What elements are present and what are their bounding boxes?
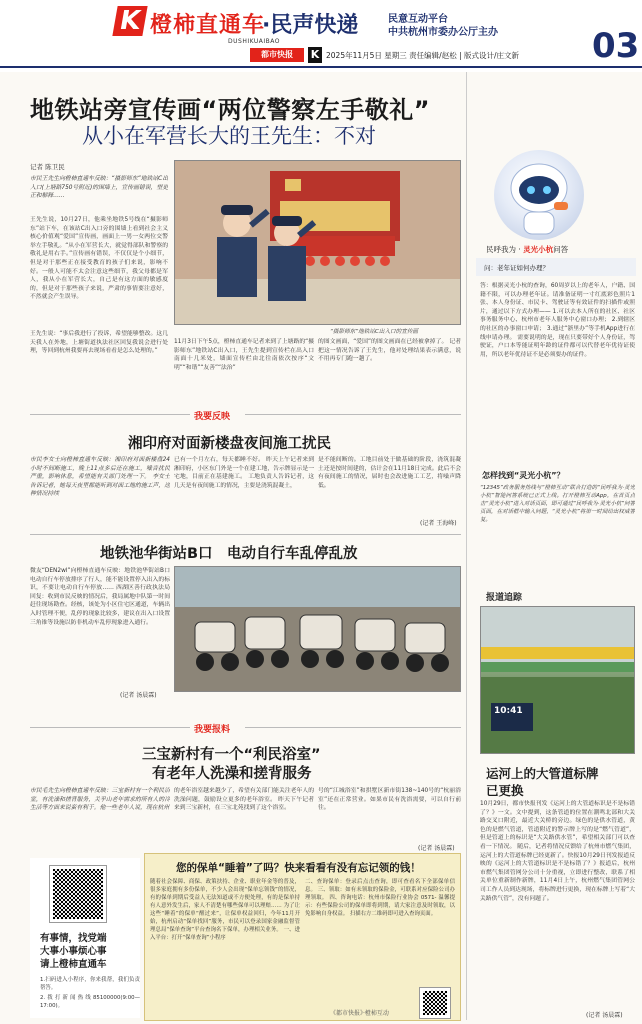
lead-column-1b: 王先生说：“事后我进行了投诉，希望能够整改。这几天我人在外地，上塘街道执法社区回复我说会进行处理，等回到杭州我要再去现场看看是怎么处理的。” xyxy=(30,331,168,355)
story2-column-1: 市民李女士向橙柿直通车反映：湘印府对面新楼盘24小时不间断施工，晚上11点多后还在施工，噪音扰民严重，影响休息，希望能有关部门处理一下。 李女士告诉记者，她每天夜里都能听到对面工地的施工声，这种情况持续 xyxy=(30,457,170,498)
lead-column-1: 王先生说，10月27日，他乘坐地铁5号线在“摄影师东”站下车，在该站C出入口旁的围墙上看到社会主义核心价值观“爱国”宣传画，画面上一男一女两位交警举左手敬礼。“从小在军营长大，就觉得部队和警察的敬礼是用右手。”宣传画有错误，不仅仅是个小细节，但是对于那些正在接受教育的孩子们来说，影响不好。一般人可能不太会注意这些细节，我父母都是军人，我从小在军营长大，自己是有这方面的敏感度的，但是对于那些孩子来说，严肃的事情要注意好，不然就会产生误导。 xyxy=(30,217,168,301)
section-label-followup: 报道追踪 xyxy=(486,593,523,603)
lead-column-3: 的图文画面，“爱国”的图文画面在已经被拿掉了。 记者把这一情况告诉了王先生，他对处理结果表示满意，说不用再专门跑一趟了。 xyxy=(318,339,461,363)
lead-byline: 记者 陈卫民 xyxy=(30,163,65,171)
section-divider xyxy=(30,534,461,535)
story2-headline: 湘印府对面新楼盘夜间施工扰民 xyxy=(128,436,331,452)
followup-headline-1: 运河上的大管道标牌 xyxy=(486,766,599,781)
story3-byline: (记者 汤晨霖) xyxy=(120,692,157,699)
help-slogan-1: 有事情，找党端 xyxy=(40,933,107,944)
story4-column-1: 市民毛先生向橙柿直通车反映：三宝新村有一个利民浴室，有洗澡和搓背服务，关乎山老年需求的所有人的冷生活等方面来说蛮有利于。他一些老年人说，现在杭州 xyxy=(30,788,170,812)
section-divider xyxy=(30,414,190,415)
ad-column-2: 二、查询保单：登录后点击查询，即可查看名下全部保单信息。 三、领取：如有未领取的保险金，可联系对应保险公司办理领取。 四、咨询电话：杭州市保险行业协会 0571- 温馨提示：有些保险公司的保单即将到期，请大家注意及时领取，以免影响自身权益。 扫描右方二维码即可进入查询页面。 xyxy=(305,879,455,917)
column-brand: 橙柿直通车 xyxy=(150,13,266,38)
masthead-tagline-2: 中共杭州市委办公厅主办 xyxy=(388,27,498,38)
newspaper-logo-icon: K xyxy=(112,6,147,36)
sidebar-question: 问：老年证如何办理？ xyxy=(484,264,549,272)
help-slogan xyxy=(40,932,107,971)
followup-byline: (记者 汤晨霖) xyxy=(586,1012,623,1019)
lead-subheadline: 从小在军营长大的王先生：不对 xyxy=(82,124,376,148)
dateline: 2025年11月5日 星期三 责任编辑/赵松 | 版式设计/庄文新 xyxy=(326,51,520,60)
help-slogan-2: 大事小事烦心事 xyxy=(40,946,107,957)
lead-photo xyxy=(174,160,461,325)
canal-pipe-sign-illustration xyxy=(481,607,635,754)
story4-byline: (记者 汤晨霖) xyxy=(418,845,455,852)
mascot-face-icon xyxy=(494,150,584,240)
help-slogan-3: 请上橙柿直通车 xyxy=(40,959,107,970)
story4-column-3: 号的“江城浴室”和拱墅区新市街138~140号的“杭丽浴室”还在正常营业。如果市民有洗浴需要，可以自行前往。 xyxy=(318,788,461,812)
ad-tagline: 《都市快报》·橙柿互动 xyxy=(330,1010,389,1017)
masthead-rule xyxy=(0,66,642,68)
story2-column-3: 是不能间断的。工地目前处于做基础的阶段，浇筑混凝土还是按时间建的，估计会在11月18日完成。此后不会有夜间施工的情况，届时也会改进施工工艺，将噪声降低。 xyxy=(318,457,461,489)
paper-logo-icon: K xyxy=(308,47,322,63)
paper-name: 都市快报 xyxy=(250,48,304,62)
column-brand-suffix: ·民声快递 xyxy=(262,13,359,38)
help-tip-2: 2.拨打新闻热线85100000(9:00—17:00)。 xyxy=(40,995,140,1009)
followup-photo xyxy=(480,606,635,754)
followup-headline-2: 已更换 xyxy=(486,783,524,798)
lead-photo-caption: “摄影师东”地铁站C出入口的宣传画 xyxy=(330,329,419,335)
sidebar-answer: 答：根据灵光小杭的查询，60周岁以上的老年人，户籍、国籍不限，可以办理老年证。请准备证明一寸红底彩色照片1张、本人身份证、市民卡、驾驶证等有效证件的扫描件或照片，通过以下方式办理—— 1.可以去本人所在的社区、社区事务服务中心、杭州市老年人服务中心窗口办理； 2.到辖区的社区的办事窗口申请； 3.通过“浙里办”等手机App进行在线申请办理。 需要说明的是，现在只要带好个人身份证，驾驶证，户口本等能证明年龄的证件都可以代替老年优待证使用，所以老年优待证不是必须要办的证件。 xyxy=(480,283,635,358)
miniprogram-qr-code-icon[interactable] xyxy=(50,866,106,922)
story4-headline-2: 有老年人洗澡和搓背服务 xyxy=(152,766,312,782)
mascot-caption: 民呼我为 · 灵光小杭问答 xyxy=(486,245,569,254)
sidebar-answer-2: “12345”政务服务热线与“橙柿互动”联合打造的“民呼我为·灵光小杭”智能问答系统已正式上线。打开橙柿互动App，在首页点击“灵光小杭”进入对话页面，即可通过“民呼我为·灵光小杭”问答页面，在对话框中输入问题，“灵光小杭”将第一时间给出权威答复。 xyxy=(480,485,635,523)
lead-column-2: 11月3日下午5点，橙柿直通车记者来到了上塘路的“摄影师东”地铁站C出入口，王先生提到宣传栏在出入口南面十几米处，墙面宣传栏由北往南依次按序“文明”“和谐”“友善”“法治” xyxy=(174,339,314,371)
photo-time-overlay: 10:41 xyxy=(494,706,523,716)
story3-body: 微友“DEN2wl”向橙柿直通车反映：地铁池华街站B口电动自行车停放排序了行人，能不能设置停入出入的标识，不要让电动自行车停放…… 西湖区善行政执法局回复：收到市民反映的情况后，我局属地中队第一时间赶往现场勘查。经核，该处为小区住宅区通道，车辆出入时管理不便，乱停的现象比较多，建议在出入口设置三角锥等设施以防非机动车乱停现象进入通行。 xyxy=(30,568,170,626)
page-number: 03 xyxy=(592,26,640,66)
ad-title: 您的保单“睡着”了吗？快来看看有没有忘记领的钱！ xyxy=(176,862,421,874)
section-divider xyxy=(245,414,461,415)
section-divider xyxy=(30,727,190,728)
section-label-tipoff: 我要报料 xyxy=(194,725,231,735)
police-mural-illustration xyxy=(175,161,461,325)
sidebar-question-2: 怎样找到“灵光小杭”？ xyxy=(482,471,565,480)
parked-ebikes-illustration xyxy=(175,567,461,692)
story3-photo xyxy=(174,566,461,692)
story4-headline-1: 三宝新村有一个“利民浴室” xyxy=(142,747,321,763)
help-tip-1: 1.扫码进入小程序，你来我帮，我们负责帮答。 xyxy=(40,977,140,991)
masthead-tagline xyxy=(388,13,498,39)
story2-column-2: 已有一个月左右，每天都睡不好。 昨天上午记者来到湘印府，小区东门外是一个在建工地，告示牌显示是一宅地，目前正在基建施工。 工地负责人告诉记者，这几天是有夜间施工的情况，主要是浇筑混凝土， xyxy=(174,457,314,489)
lead-headline: 地铁站旁宣传画“两位警察左手敬礼” xyxy=(30,96,431,124)
mascot-robot-icon xyxy=(494,150,584,240)
column-rule xyxy=(466,72,467,1020)
section-label-complaint: 我要反映 xyxy=(194,412,231,422)
story2-byline: (记者 王海峰) xyxy=(420,520,457,527)
ad-qr-code-icon[interactable] xyxy=(420,988,450,1018)
lead-intro: 市民王先生向橙柿直通车反映：“摄影师东”地铁站C出入口(上塘路750号附近)的围墙上，宣传画错误，望更正和解释…… xyxy=(30,176,168,200)
section-divider xyxy=(245,727,461,728)
story3-headline: 地铁池华街站B口 电动自行车乱停乱放 xyxy=(100,546,358,562)
masthead-tagline-1: 民意互动平台 xyxy=(388,14,448,25)
paper-pinyin: DUSHIKUAIBAO xyxy=(228,38,280,45)
ad-column-1: 随着社会保障、商保、政策扶持、企业、职业年金等的普及，很多家庭拥有多份保单，不少人会出现“保单忘领钱”的情况，有的保单到期后受益人无法知道或不方便处理，有的是保单持有人意外发生后，家人不清楚有哪些保单可以理赔…… 为了让这些“睡着”的保单“醒过来”，让保单权益回归，今年11月开始，杭州启动“保单找回”服务，市民可以登录国家金融监督管理总局“保单查询”平台查询名下保单，办理相关业务。 一、进入平台：打开“保单查询”小程序 xyxy=(150,879,300,941)
followup-body: 10月29日，都市快报刊发《运河上的大管道标识是不是标错了？》一文。文中提到，这条管道的位置在潮鸣北部和大关路交叉口附近，最近大关桥的旁边。绿色的是供水管道，黄色的是燃气管道，管道附近的警示牌上写的是“燃气管道”，但是管道上的标识是“大关路供水管”，希望相关部门可以查看一下情况。 随后，记者将情况反馈给了杭州市燃气集团，运河上的大管道标牌已经更新了。快报10月29日刊发报道反映的《运河上的大管道标识是不是标错了？》报道后，杭州市燃气集团管网分公司十分重视，立即进行整改，联系了相关单位重新制作新牌，11月4日上午，杭州燃气集团管网公司工作人员到达现场，将标牌进行更换，现在标牌上写着“大关路供气管”，没有问题了。 xyxy=(480,801,635,902)
story4-column-2: 的老年浴室越来越少了，希望有关部门能关注老年人的洗澡问题，鼓励设立更多的老年浴室。 昨天下午记者来到三宝新村，在三宝北苑找到了这个浴室。 xyxy=(174,788,314,812)
